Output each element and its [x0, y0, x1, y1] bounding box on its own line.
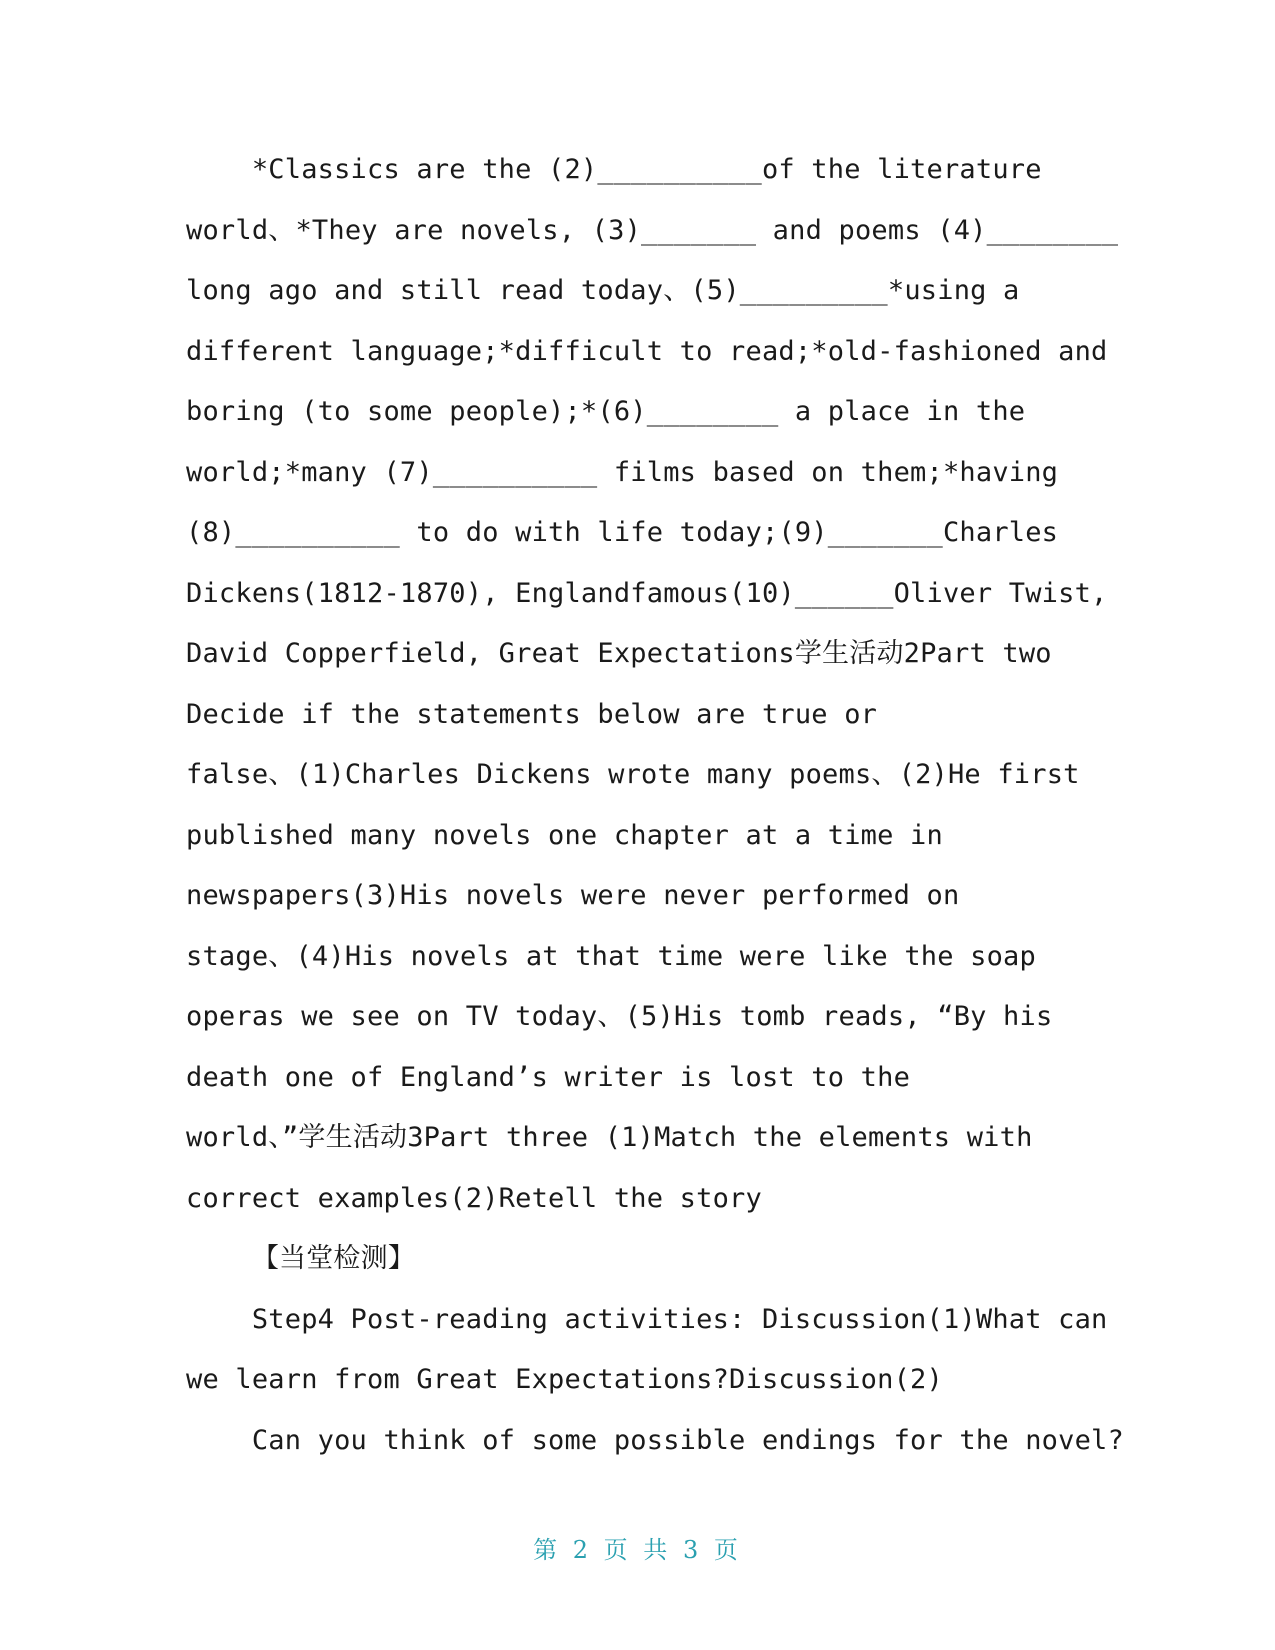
text-line: Dickens(1812-1870), Englandfamous(10)______Oliver Twist, [186, 577, 1108, 609]
text-line: we learn from Great Expectations?Discussion(2) [186, 1364, 943, 1395]
text-line: boring (to some people);*(6)________ a place in the [186, 396, 1026, 427]
text-line: false、(1)Charles Dickens wrote many poems、(2)He first [186, 759, 1080, 790]
section-heading: 【当堂检测】 [186, 1243, 416, 1274]
text-line: death one of England’s writer is lost to the [186, 1061, 911, 1093]
document-body [186, 140, 1124, 1471]
text-line: Decide if the statements below are true or [186, 698, 878, 730]
text-line: stage、(4)His novels at that time were like the soap [186, 940, 1036, 972]
page-number-footer: 第 2 页 共 3 页 [533, 1536, 742, 1564]
text-line: *Classics are the (2)__________of the literature [186, 154, 1042, 185]
text-line: world、”学生活动3Part three (1)Match the elements with [186, 1122, 1033, 1153]
text-line: Can you think of some possible endings for the novel? [186, 1424, 1124, 1456]
text-line: world、*They are novels, (3)_______ and poems (4)________ [186, 214, 1119, 246]
text-line: published many novels one chapter at a time in [186, 819, 943, 851]
text-line: world;*many (7)__________ films based on them;*having [186, 456, 1059, 488]
text-line: different language;*difficult to read;*old-fashioned and [186, 335, 1108, 367]
text-line: long ago and still read today、(5)_________*using a [186, 275, 1020, 306]
text-line: David Copperfield, Great Expectations学生活动2Part two [186, 638, 1052, 669]
text-line: newspapers(3)His novels were never performed on [186, 880, 960, 911]
text-line: operas we see on TV today、(5)His tomb reads, “By his [186, 1001, 1053, 1032]
text-line: correct examples(2)Retell the story [186, 1182, 762, 1214]
text-line: (8)__________ to do with life today;(9)_______Charles [186, 517, 1059, 548]
text-line: Step4 Post-reading activities: Discussion(1)What can [186, 1303, 1108, 1335]
